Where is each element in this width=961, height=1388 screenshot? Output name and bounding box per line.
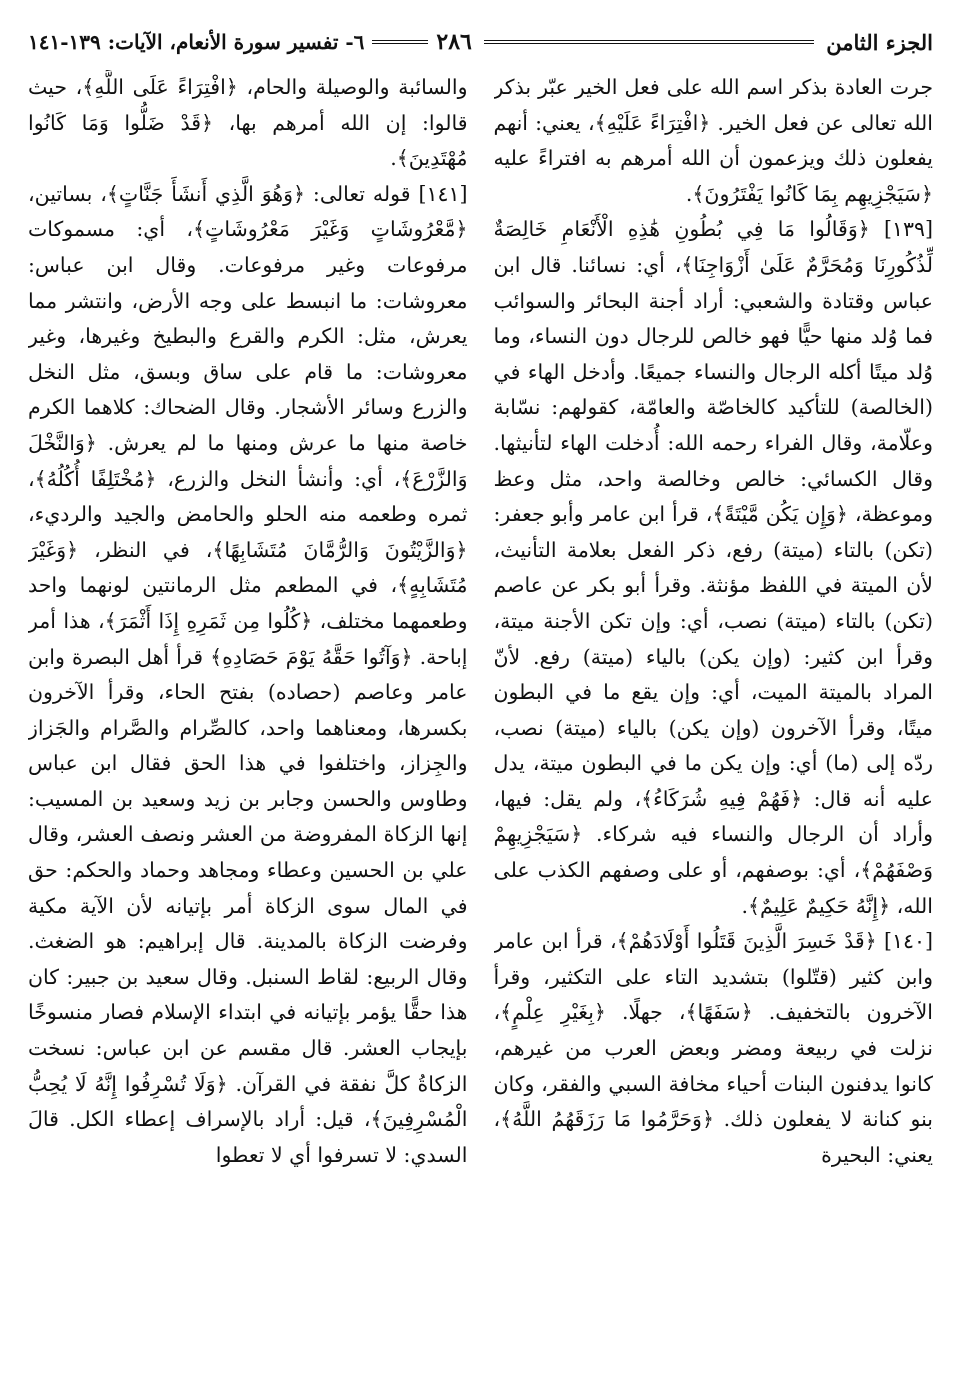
page-header (28, 22, 933, 62)
text-columns (28, 70, 933, 1360)
paragraph: [١٣٩] ﴿وَقَالُوا مَا فِي بُطُونِ هَٰذِهِ الْأَنْعَامِ خَالِصَةٌ لِّذُكُورِنَا وَمُحَرَّمٌ عَلَىٰ أَزْوَاجِنَا﴾، أي: نسائنا. قال ابن عباس وقتادة والشعبي: أراد أجنة البحائر والسوائب فما وُلد منها حيًّا فهو خالص للرجال دون النساء، وما وُلد ميتًا أكله الرجال والنساء جميعًا. وأدخل الهاء في (الخالصة) للتأكيد كالخاصّة والعامّة، كقولهم: نسّابة وعلّامة، وقال الفراء رحمه الله: أُدخلت الهاء لتأنيثها. وقال الكسائي: خالص وخالصة واحد، مثل وعظ وموعظة، ﴿وَإِن يَكُن مَّيْتَةً﴾، قرأ ابن عامر وأبو جعفر: (تكن) بالتاء (ميتة) رفع، ذكر الفعل بعلامة التأنيث، لأن الميتة في اللفظ مؤنثة. وقرأ أبو بكر عن عاصم (تكن) بالتاء (ميتة) نصب، أي: وإن تكن الأجنة ميتة، وقرأ ابن كثير: (وإن يكن) بالياء (ميتة) رفع. لأنّ المراد بالميتة الميت، أي: وإن يقع ما في البطون ميتًا، وقرأ الآخرون (وإن يكن) بالياء (ميتة) نصب، ردّه إلى (ما) أي: وإن يكن ما في البطون ميتة، يدل عليه أنه قال: ﴿فَهُمْ فِيهِ شُرَكَاءُ﴾، ولم يقل: فيها، وأراد أن الرجال والنساء فيه شركاء. ﴿سَيَجْزِيهِمْ وَصْفَهُمْ﴾، أي: بوصفهم، أو على وصفهم الكذب على الله، ﴿إِنَّهُ حَكِيمٌ عَلِيمٌ﴾. (493, 217, 933, 918)
paragraph: جرت العادة بذكر اسم الله على فعل الخير عبّر بذكر الله تعالى عن فعل الخير. ﴿افْتِرَاءً عَلَيْهِ﴾، يعني: أنهم يفعلون ذلك ويزعمون أن الله أمرهم به افتراءً عليه ﴿سَيَجْزِيهِم بِمَا كَانُوا يَفْتَرُونَ﴾. (493, 75, 933, 206)
paragraph: [١٤٠] ﴿قَدْ خَسِرَ الَّذِينَ قَتَلُوا أَوْلَادَهُمْ﴾، قرأ ابن عامر وابن كثير (قتّلوا) بتشديد التاء على التكثير، وقرأ الآخرون بالتخفيف. ﴿سَفَهًا﴾، جهلًا. ﴿بِغَيْرِ عِلْمٍ﴾، نزلت في ربيعة ومضر وبعض العرب من غيرهم، كانوا يدفنون البنات أحياء مخافة السبي والفقر، وكان بنو كنانة لا يفعلون ذلك. ﴿وَحَرَّمُوا مَا رَزَقَهُمُ اللَّهُ﴾، يعني: البحيرة (493, 929, 933, 1167)
running-chapter-title: ٦- تفسير سورة الأنعام، الآيات: ١٣٩-١٤١ (28, 30, 365, 54)
header-rule (484, 40, 814, 44)
header-rule-short (372, 40, 428, 44)
running-part-title: الجزء الثامن (826, 29, 933, 55)
paragraph: [١٤١] قوله تعالى: ﴿وَهُوَ الَّذِي أَنشَأَ جَنَّاتٍ﴾، بساتين، ﴿مَّعْرُوشَاتٍ وَغَيْرَ مَعْرُوشَاتٍ﴾، أي: مسموكات مرفوعات وغير مرفوعات. وقال ابن عباس: معروشات: ما انبسط على وجه الأرض، وانتشر مما يعرش، مثل: الكرم والقرع والبطيخ وغيرها، وغير معروشات: ما قام على ساق وبسق، مثل النخل والزرع وسائر الأشجار. وقال الضحاك: كلاهما الكرم خاصة منها ما عرش ومنها ما لم يعرش. ﴿وَالنَّخْلَ وَالزَّرْعَ﴾، أي: وأنشأ النخل والزرع، ﴿مُخْتَلِفًا أُكُلُهُ﴾، ثمره وطعمه منه الحلو والحامض والجيد والرديء، ﴿وَالزَّيْتُونَ وَالرُّمَّانَ مُتَشَابِهًا﴾، في النظر، ﴿وَغَيْرَ مُتَشَابِهٍ﴾، في المطعم مثل الرمانتين لونهما واحد وطعمهما مختلف، ﴿كُلُوا مِن ثَمَرِهِ إِذَا أَثْمَرَ﴾، هذا أمر إباحة. ﴿وَآتُوا حَقَّهُ يَوْمَ حَصَادِهِ﴾ قرأ أهل البصرة وابن عامر وعاصم (حصاده) بفتح الحاء، وقرأ الآخرون بكسرها، ومعناهما واحد، كالصِّرام والصَّرام والجَزاز والجِزاز، واختلفوا في هذا الحق فقال ابن عباس وطاوس والحسن وجابر بن زيد وسعيد بن المسيب: إنها الزكاة المفروضة من العشر ونصف العشر، وقال علي بن الحسين وعطاء ومجاهد وحماد والحكم: حق في المال سوى الزكاة أمر بإتيانه لأن الآية مكية وفرضت الزكاة بالمدينة. قال إبراهيم: هو الضغث. وقال الربيع: لقاط السنبل. وقال سعيد بن جبير: كان هذا حقًّا يؤمر بإتيانه في ابتداء الإسلام فصار منسوخًا بإيجاب العشر. قال مقسم عن ابن عباس: نسخت الزكاةُ كلَّ نفقة في القرآن. ﴿وَلَا تُسْرِفُوا إِنَّهُ لَا يُحِبُّ الْمُسْرِفِينَ﴾، قيل: أراد بالإسراف إعطاء الكل. قالَ السدي: لا تسرفوا أي لا تعطوا (28, 181, 468, 1167)
right-column (494, 70, 934, 1360)
left-column (28, 70, 468, 1360)
paragraph: والسائبة والوصيلة والحام، ﴿افْتِرَاءً عَلَى اللَّهِ﴾، حيث قالوا: إن الله أمرهم بها، ﴿قَدْ ضَلُّوا وَمَا كَانُوا مُهْتَدِينَ﴾. (28, 75, 468, 171)
page-number: ٢٨٦ (436, 29, 472, 55)
